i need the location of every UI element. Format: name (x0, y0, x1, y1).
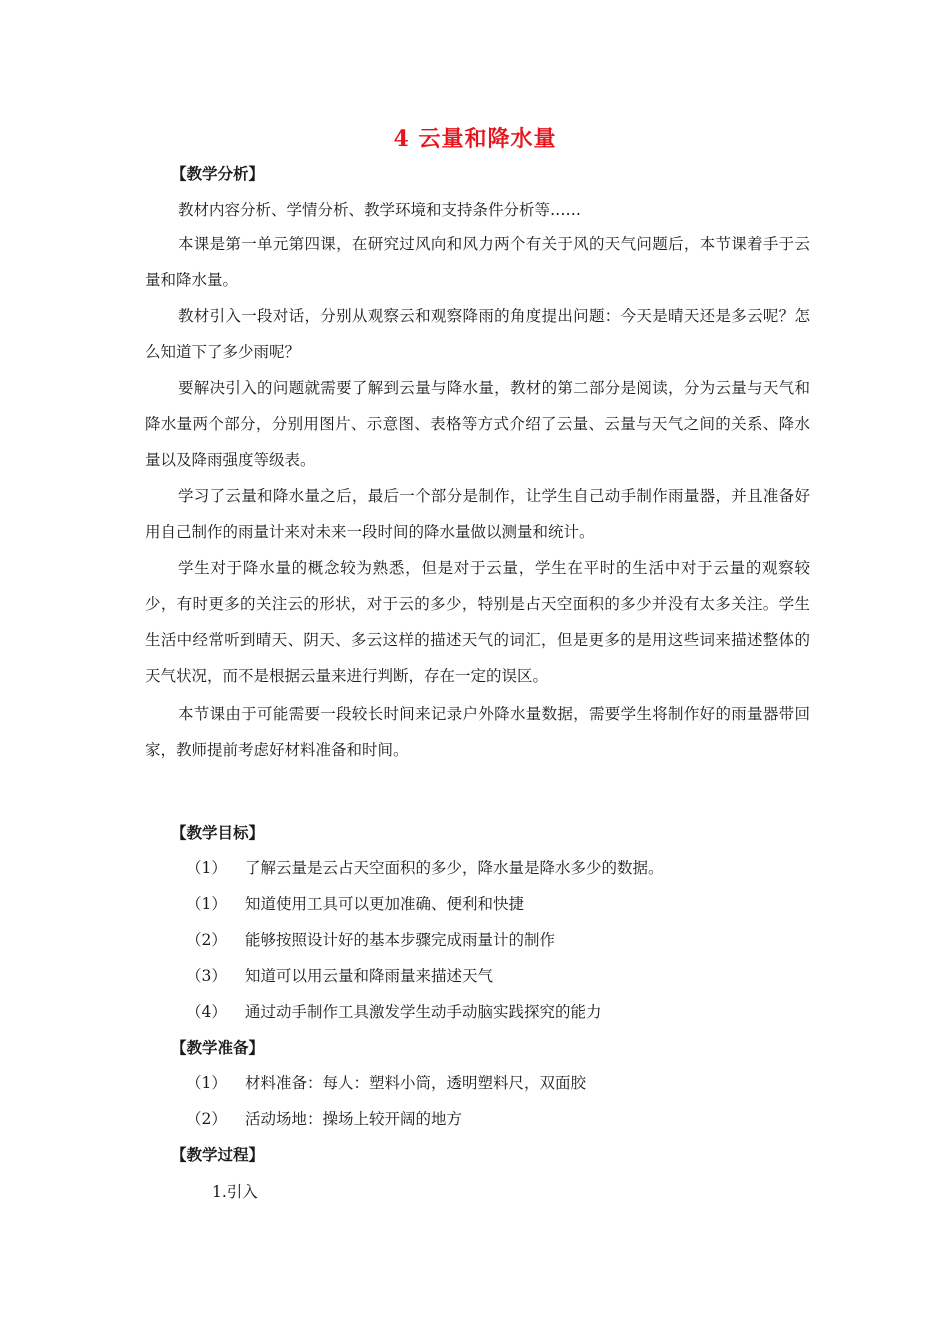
paragraph: 学习了云量和降水量之后，最后一个部分是制作，让学生自己动手制作雨量器，并且准备好用自己制作的雨量计来对未来一段时间的降水量做以测量和统计。 (145, 487, 810, 541)
item-number: （4） (186, 1003, 227, 1021)
process-step: 1.引入 (212, 1183, 258, 1201)
item-text: 知道可以用云量和降雨量来描述天气 (245, 967, 494, 985)
goal-item (186, 892, 524, 914)
item-text: 了解云量是云占天空面积的多少，降水量是降水多少的数据。 (245, 859, 664, 877)
item-number: （1） (186, 1074, 227, 1092)
item-number: （1） (186, 859, 227, 877)
goal-item (186, 964, 493, 986)
goal-item (186, 1000, 602, 1022)
item-text: 知道使用工具可以更加准确、便利和快捷 (245, 895, 525, 913)
goal-item (186, 856, 664, 878)
goal-item (186, 928, 555, 950)
paragraph: 学生对于降水量的概念较为熟悉，但是对于云量，学生在平时的生活中对于云量的观察较少，有时更多的关注云的形状，对于云的多少，特别是占天空面积的多少并没有太多关注。学生生活中经常听到晴天、阴天、多云这样的描述天气的词汇，但是更多的是用这些词来描述整体的天气状况，而不是根据云量来进行判断，存在一定的误区。 (145, 559, 810, 685)
section-heading-process: 【教学过程】 (171, 1145, 265, 1164)
paragraph: 本课是第一单元第四课，在研究过风向和风力两个有关于风的天气问题后，本节课着手于云量和降水量。 (145, 235, 810, 289)
item-text: 能够按照设计好的基本步骤完成雨量计的制作 (245, 931, 556, 949)
paragraph: 教材引入一段对话，分别从观察云和观察降雨的角度提出问题：今天是晴天还是多云呢？怎么知道下了多少雨呢？ (145, 307, 810, 361)
analysis-intro: 教材内容分析、学情分析、教学环境和支持条件分析等…… (178, 201, 582, 219)
prep-item (186, 1071, 586, 1093)
item-text: 通过动手制作工具激发学生动手动脑实践探究的能力 (245, 1003, 602, 1021)
section-heading-goals: 【教学目标】 (171, 823, 265, 842)
prep-item (186, 1107, 462, 1129)
item-text: 活动场地：操场上较开阔的地方 (245, 1110, 463, 1128)
section-heading-prep: 【教学准备】 (171, 1038, 265, 1057)
paragraph: 本节课由于可能需要一段较长时间来记录户外降水量数据，需要学生将制作好的雨量器带回家，教师提前考虑好材料准备和时间。 (145, 705, 810, 759)
item-text: 材料准备：每人：塑料小筒，透明塑料尺，双面胶 (245, 1074, 587, 1092)
section-heading-analysis: 【教学分析】 (171, 164, 265, 183)
item-number: （2） (186, 931, 227, 949)
paragraph: 要解决引入的问题就需要了解到云量与降水量，教材的第二部分是阅读，分为云量与天气和降水量两个部分，分别用图片、示意图、表格等方式介绍了云量、云量与天气之间的关系、降水量以及降雨强度等级表。 (145, 379, 810, 469)
page-title: 4 云量和降水量 (393, 126, 557, 152)
item-number: （2） (186, 1110, 227, 1128)
item-number: （1） (186, 895, 227, 913)
item-number: （3） (186, 967, 227, 985)
